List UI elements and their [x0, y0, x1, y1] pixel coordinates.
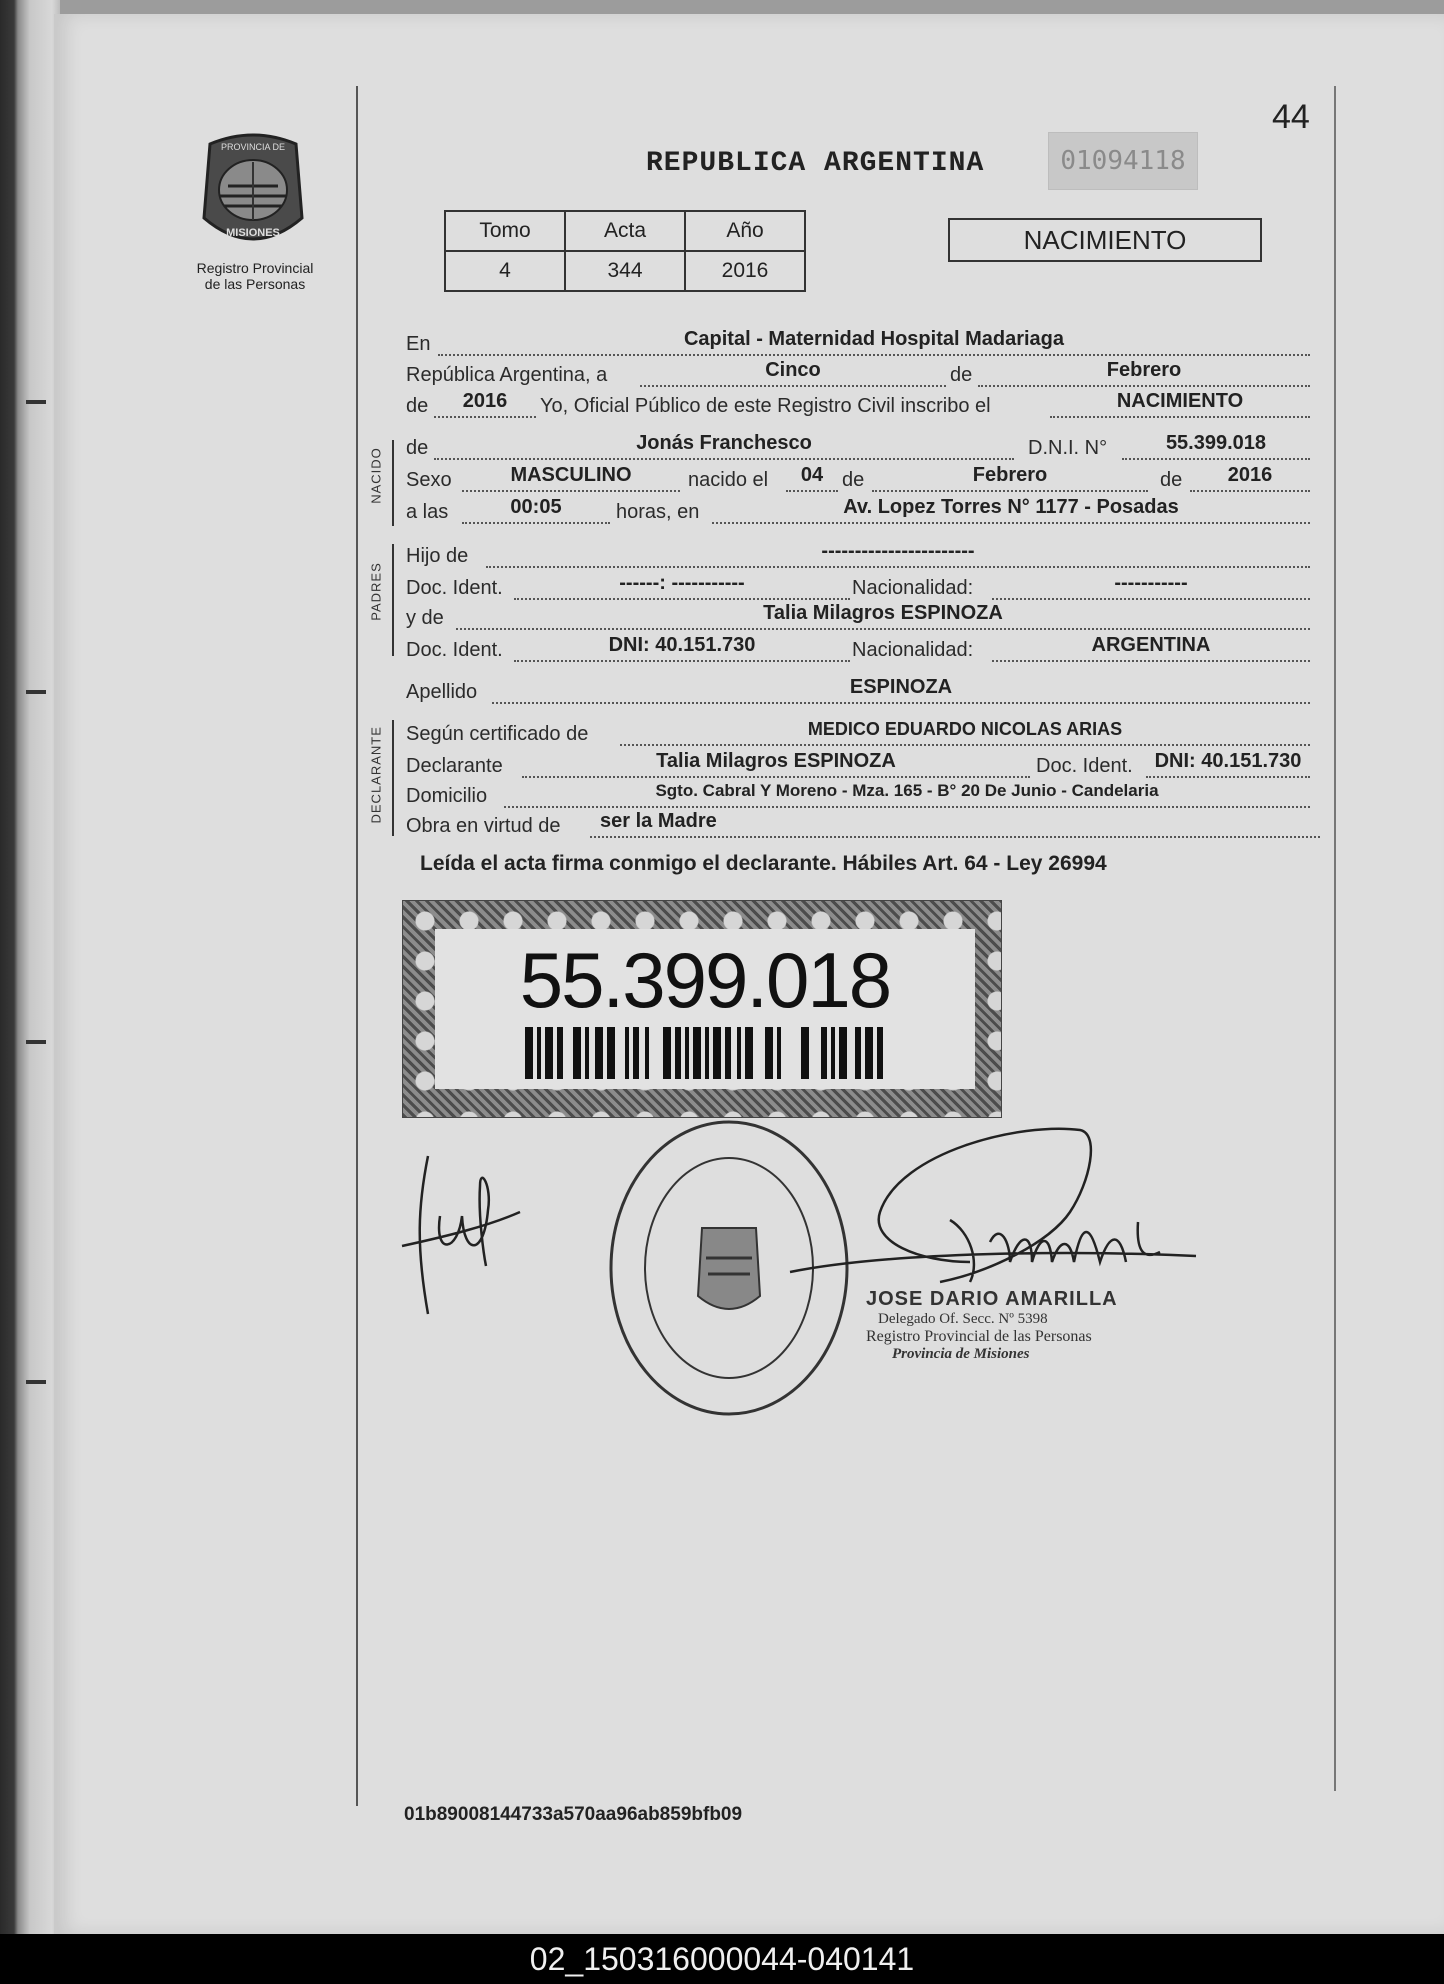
declarant-line [406, 748, 1310, 778]
label-en: En [406, 333, 431, 355]
born-section-label: NACIDO [368, 447, 384, 504]
place-value: Capital - Maternidad Hospital Madariaga [438, 328, 1310, 356]
registry-table [444, 210, 806, 292]
birth-time-value: 00:05 [462, 496, 610, 524]
label-de: de [1160, 469, 1183, 491]
child-name-value: Jonás Franchesco [434, 432, 1014, 460]
label-obra-en-virtud: Obra en virtud de [406, 815, 561, 837]
official-name: JOSE DARIO AMARILLA [866, 1288, 1118, 1310]
official-province: Provincia de Misiones [892, 1346, 1030, 1362]
sex-value: MASCULINO [462, 464, 680, 492]
barcode-bars [525, 1027, 885, 1079]
registry-value-acta: 344 [565, 251, 685, 291]
label-nacido-el: nacido el [688, 469, 769, 491]
footer-bar [0, 1934, 1444, 1984]
day-words-value: Cinco [640, 359, 946, 387]
serial-number-stamp: 01094118 [1048, 132, 1198, 190]
label-doc-ident: Doc. Ident. [406, 639, 503, 661]
sex-birth-line [406, 462, 1310, 492]
label-domicilio: Domicilio [406, 785, 488, 807]
registry-table-header-row [445, 211, 805, 251]
month-value: Febrero [978, 359, 1310, 387]
record-type-box: NACIMIENTO [948, 218, 1262, 262]
birth-month-value: Febrero [872, 464, 1148, 492]
binder-mark [26, 400, 46, 404]
registry-table-value-row [445, 251, 805, 291]
label-de: de [406, 437, 429, 459]
father-nationality-value: ----------- [992, 572, 1310, 600]
binder-mark [26, 1040, 46, 1044]
declarant-doc-value: DNI: 40.151.730 [1146, 750, 1310, 778]
official-role: Delegado Of. Secc. Nº 5398 [878, 1311, 1048, 1327]
label-doc-ident-short: Doc. Ident. [1036, 755, 1133, 777]
binder-mark [26, 1380, 46, 1384]
logo-top-text: PROVINCIA DE [220, 142, 286, 152]
registry-label [170, 260, 340, 292]
label-de: de [406, 395, 429, 417]
country-title: REPUBLICA ARGENTINA [646, 148, 985, 179]
label-yo-oficial: Yo, Oficial Público de este Registro Civil inscribo el [540, 395, 991, 417]
year-value: 2016 [434, 390, 536, 418]
legal-note: Leída el acta firma conmigo el declarante. Hábiles Art. 64 - Ley 26994 [420, 852, 1107, 875]
left-margin-rule [356, 86, 358, 1806]
acting-as-value: ser la Madre [590, 810, 1320, 838]
acting-as-line [406, 808, 1310, 838]
act-type-value: NACIMIENTO [1050, 390, 1310, 418]
birth-address-value: Av. Lopez Torres N° 1177 - Posadas [712, 496, 1310, 524]
parents-section-label: PADRES [368, 562, 384, 621]
domicile-line [406, 778, 1310, 808]
label-y-de: y de [406, 607, 444, 629]
certificate-value: MEDICO EDUARDO NICOLAS ARIAS [620, 718, 1310, 746]
mother-value: Talia Milagros ESPINOZA [456, 602, 1310, 630]
registry-header-acta: Acta [565, 211, 685, 251]
birth-day-value: 04 [786, 464, 838, 492]
domicile-value: Sgto. Cabral Y Moreno - Mza. 165 - B° 20 De Junio - Candelaria [504, 780, 1310, 808]
label-apellido: Apellido [406, 681, 478, 703]
born-section-bar [392, 440, 394, 526]
date-line [406, 357, 1310, 387]
label-de: de [842, 469, 865, 491]
registry-value-tomo: 4 [445, 251, 565, 291]
official-department: Registro Provincial de las Personas [866, 1328, 1092, 1345]
registry-value-ano: 2016 [685, 251, 805, 291]
year-line [406, 388, 1310, 418]
province-seal-logo [198, 130, 308, 254]
binder-mark [26, 690, 46, 694]
official-stamp [866, 1288, 1146, 1363]
certificate-line [406, 716, 1310, 746]
registry-label-line1: Registro Provincial [196, 260, 314, 276]
label-nacionalidad: Nacionalidad: [852, 639, 974, 661]
label-republica: República Argentina, a [406, 364, 608, 386]
barcode-number: 55.399.018 [519, 936, 891, 1024]
child-name-line [406, 430, 1310, 460]
page-number: 44 [1272, 98, 1310, 136]
label-de: de [950, 364, 973, 386]
registry-label-line2: de las Personas [204, 276, 306, 292]
binder-edge [0, 0, 60, 1934]
logo-bottom-text: MISIONES [226, 227, 280, 239]
label-nacionalidad: Nacionalidad: [852, 577, 974, 599]
label-horas-en: horas, en [616, 501, 700, 523]
mother-doc-line [406, 632, 1310, 662]
registry-header-tomo: Tomo [445, 211, 565, 251]
label-declarante: Declarante [406, 755, 503, 777]
birth-year-value: 2016 [1190, 464, 1310, 492]
father-doc-value: ------: ----------- [514, 572, 850, 600]
father-value: ----------------------- [486, 540, 1310, 568]
declarant-signature [388, 1146, 528, 1316]
place-line [406, 326, 1310, 356]
label-segun-certificado: Según certificado de [406, 723, 589, 745]
mother-line [406, 600, 1310, 630]
time-place-line [406, 494, 1310, 524]
label-hijo-de: Hijo de [406, 545, 469, 567]
declarant-section-label: DECLARANTE [368, 726, 384, 824]
surname-line [406, 674, 1310, 704]
barcode-panel [435, 929, 975, 1089]
footer-code: 02_150316000044-040141 [529, 1941, 915, 1977]
document-hash: 01b89008144733a570aa96ab859bfb09 [404, 1804, 743, 1825]
father-line [406, 538, 1310, 568]
father-doc-line [406, 570, 1310, 600]
label-dni-no: D.N.I. N° [1028, 437, 1108, 459]
barcode-sticker [402, 900, 1002, 1118]
label-a-las: a las [406, 501, 449, 523]
label-doc-ident: Doc. Ident. [406, 577, 503, 599]
label-sexo: Sexo [406, 469, 452, 491]
surname-value: ESPINOZA [492, 676, 1310, 704]
registry-header-ano: Año [685, 211, 805, 251]
declarant-section-bar [392, 720, 394, 836]
mother-doc-value: DNI: 40.151.730 [514, 634, 850, 662]
parents-section-bar [392, 544, 394, 656]
right-margin-rule [1334, 86, 1336, 1791]
declarant-value: Talia Milagros ESPINOZA [522, 750, 1030, 778]
child-dni-value: 55.399.018 [1122, 432, 1310, 460]
mother-nationality-value: ARGENTINA [992, 634, 1310, 662]
